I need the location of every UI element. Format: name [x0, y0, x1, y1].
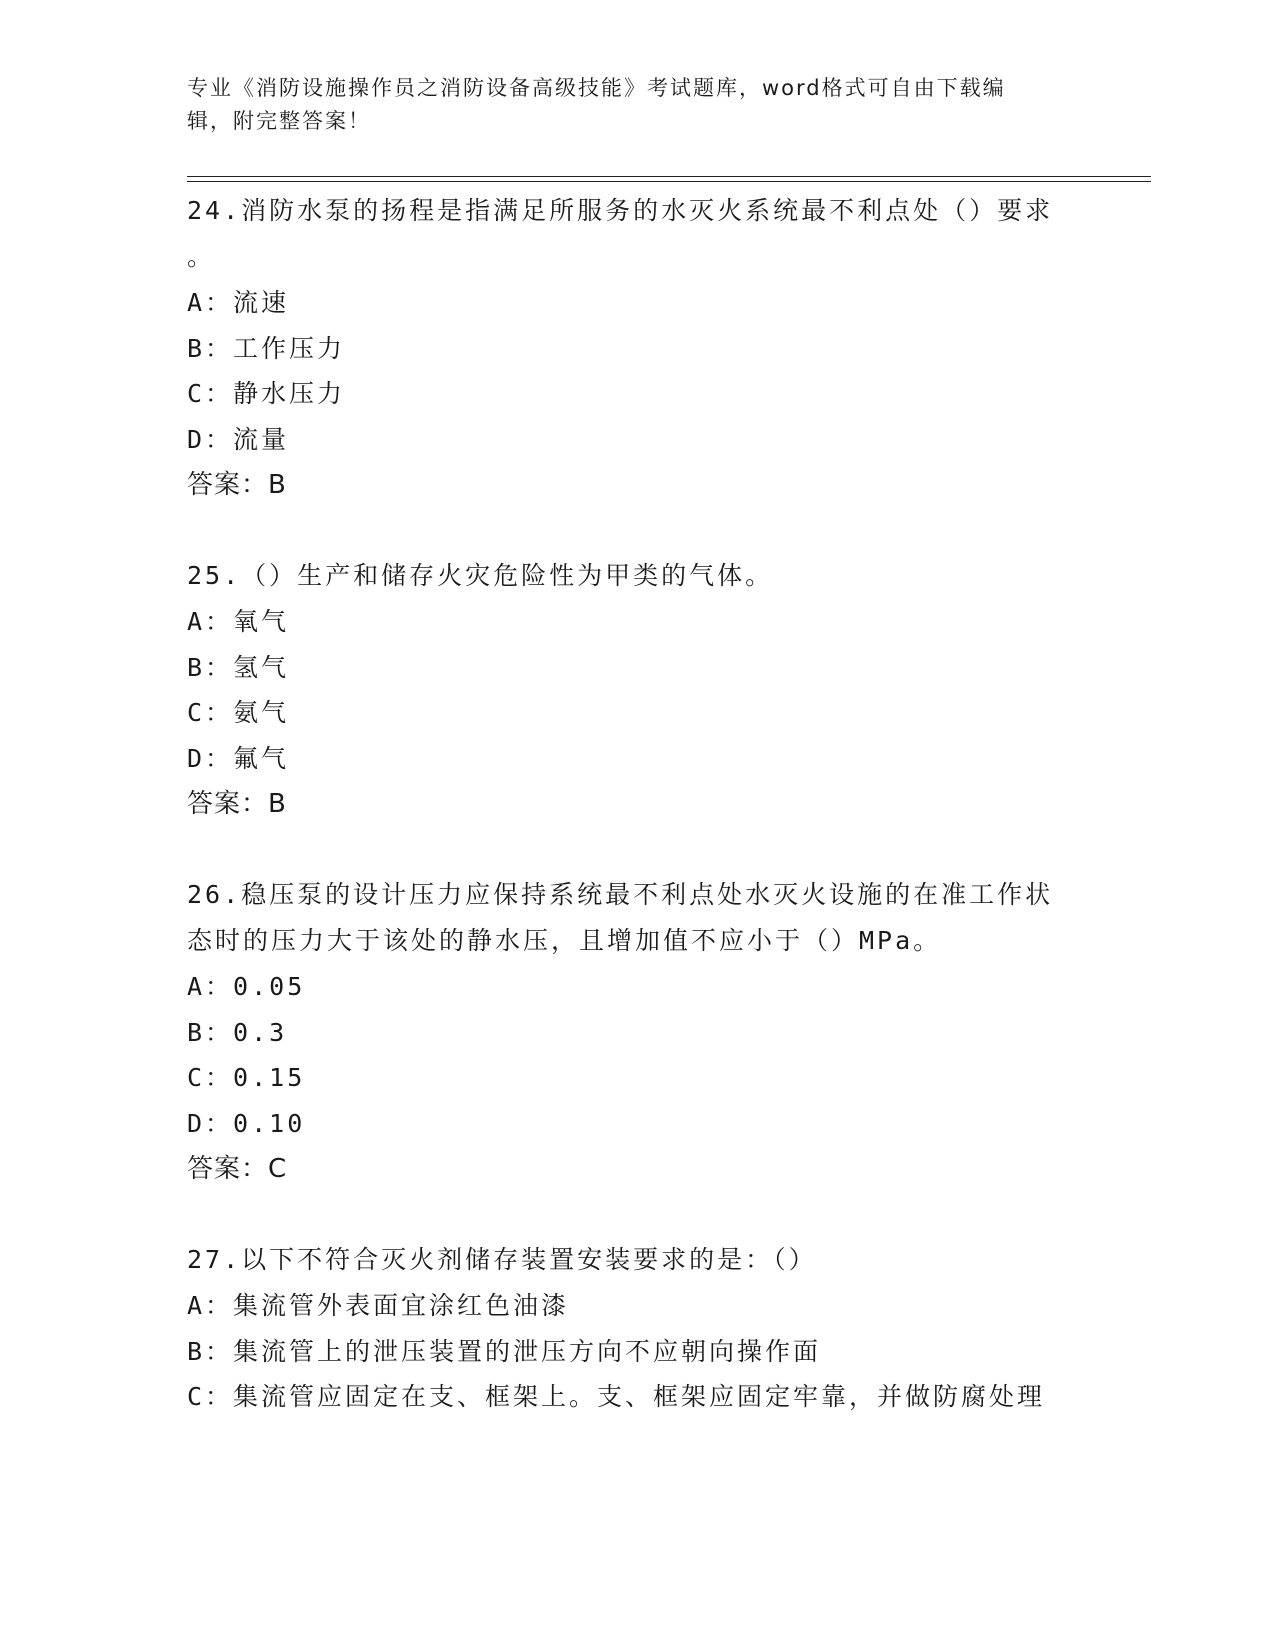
- option-b: B：0.3: [187, 1017, 288, 1047]
- option-c: C：0.15: [187, 1063, 306, 1092]
- answer: 答案：C: [187, 1154, 288, 1184]
- answer: 答案：B: [187, 470, 287, 500]
- question-text-line: 27.以下不符合灭火剂储存装置安装要求的是：（）: [187, 1245, 817, 1274]
- header-divider: [187, 176, 1151, 182]
- option-a: A：集流管外表面宜涂红色油漆: [187, 1291, 570, 1320]
- question-26: [187, 872, 1087, 1192]
- option-d: D：氟气: [187, 743, 290, 773]
- question-text-line: 26.稳压泵的设计压力应保持系统最不利点处水灭火设施的在准工作状: [187, 880, 1054, 909]
- option-a: A：0.05: [187, 972, 306, 1001]
- question-25: [187, 553, 1087, 827]
- option-a: A：氧气: [187, 607, 290, 636]
- question-text-line: 。: [187, 242, 216, 271]
- option-d: D：0.10: [187, 1108, 306, 1138]
- question-list: [187, 188, 1087, 1465]
- option-c: C：静水压力: [187, 379, 346, 408]
- document-header: [187, 72, 1067, 138]
- option-d: D：流量: [187, 424, 290, 454]
- option-a: A：流速: [187, 288, 290, 317]
- option-c: C：集流管应固定在支、框架上。支、框架应固定牢靠，并做防腐处理: [187, 1382, 1046, 1411]
- question-text-line: 25.（）生产和储存火灾危险性为甲类的气体。: [187, 561, 774, 590]
- option-b: B：氢气: [187, 652, 290, 682]
- option-b: B：集流管上的泄压装置的泄压方向不应朝向操作面: [187, 1336, 822, 1366]
- header-line-1: 专业《消防设施操作员之消防设备高级技能》考试题库，word格式可自由下载编: [187, 76, 1006, 100]
- question-text-line: 态时的压力大于该处的静水压，且增加值不应小于（）MPa。: [187, 926, 942, 955]
- question-text-line: 24.消防水泵的扬程是指满足所服务的水灭火系统最不利点处（）要求: [187, 196, 1054, 225]
- question-27: [187, 1237, 1087, 1420]
- answer: 答案：B: [187, 789, 287, 819]
- question-24: [187, 188, 1087, 508]
- option-c: C：氨气: [187, 698, 290, 727]
- header-line-2: 辑，附完整答案！: [187, 109, 371, 133]
- option-b: B：工作压力: [187, 333, 346, 363]
